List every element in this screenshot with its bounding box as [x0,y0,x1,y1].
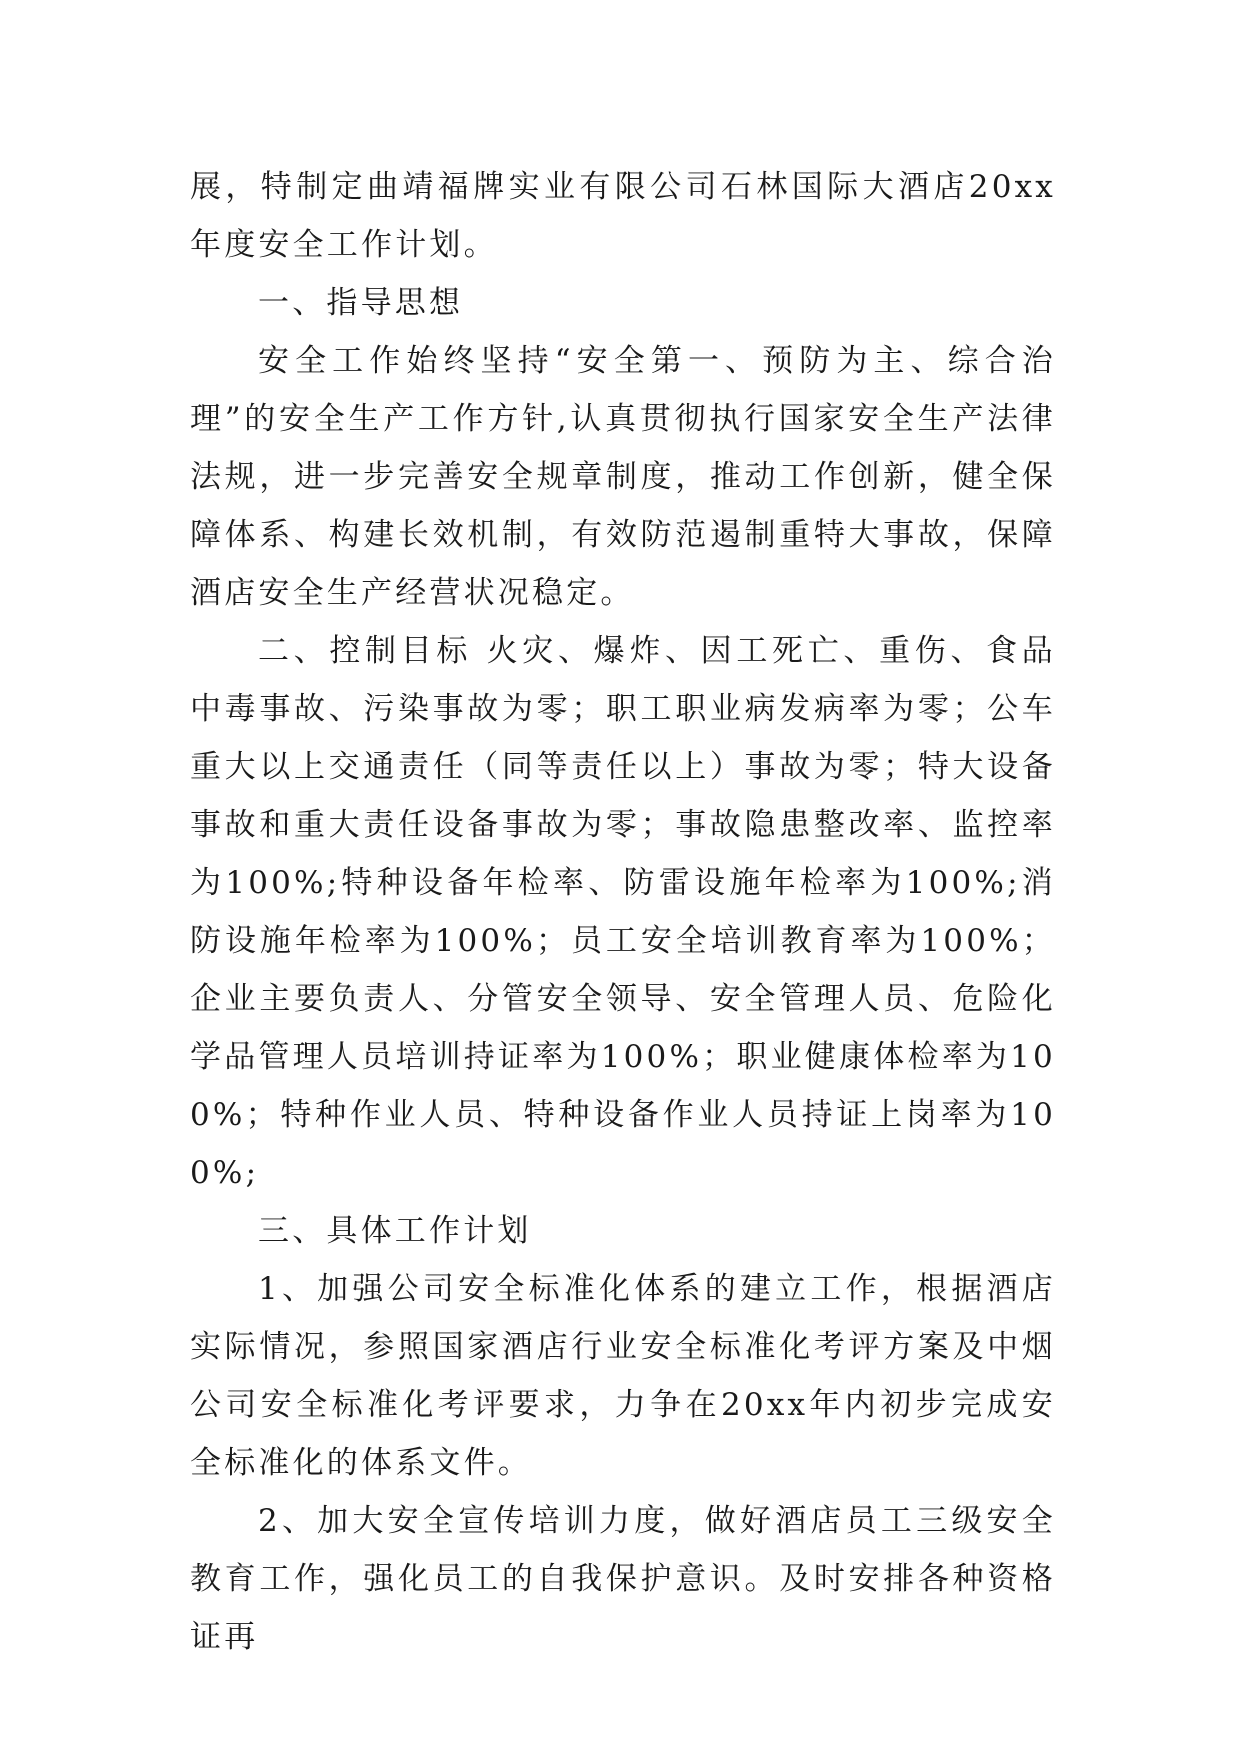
section-heading-guiding-ideology: 一、指导思想 [258,285,464,321]
section-heading-work-plan: 三、具体工作计划 [258,1213,532,1249]
paragraph-control-targets: 二、控制目标 火灾、爆炸、因工死亡、重伤、食品中毒事故、污染事故为零；职工职业病发病率为零；公车重大以上交通责任（同等责任以上）事故为零；特大设备事故和重大责任设备事故为零；事故隐患整改率、监控率为100%;特种设备年检率、防雷设施年检率为100%;消防设施年检率为100%；员工安全培训教育率为100%；企业主要负责人、分管安全领导、安全管理人员、危险化学品管理人员培训持证率为100%；职业健康体检率为100%；特种作业人员、特种设备作业人员持证上岗率为100%; [190,633,1056,1191]
paragraph-plan-item-1: 1、加强公司安全标准化体系的建立工作，根据酒店实际情况，参照国家酒店行业安全标准化考评方案及中烟公司安全标准化考评要求，力争在20xx年内初步完成安全标准化的体系文件。 [190,1271,1056,1481]
paragraph-plan-item-2: 2、加大安全宣传培训力度，做好酒店员工三级安全教育工作，强化员工的自我保护意识。及时安排各种资格证再 [190,1503,1056,1655]
paragraph-intro-continuation: 展，特制定曲靖福牌实业有限公司石林国际大酒店20xx年度安全工作计划。 [190,169,1056,263]
document-body [190,158,1056,1666]
paragraph-guiding-ideology: 安全工作始终坚持“安全第一、预防为主、综合治理”的安全生产工作方针,认真贯彻执行国家安全生产法律法规，进一步完善安全规章制度，推动工作创新，健全保障体系、构建长效机制，有效防范遏制重特大事故，保障酒店安全生产经营状况稳定。 [190,343,1056,611]
